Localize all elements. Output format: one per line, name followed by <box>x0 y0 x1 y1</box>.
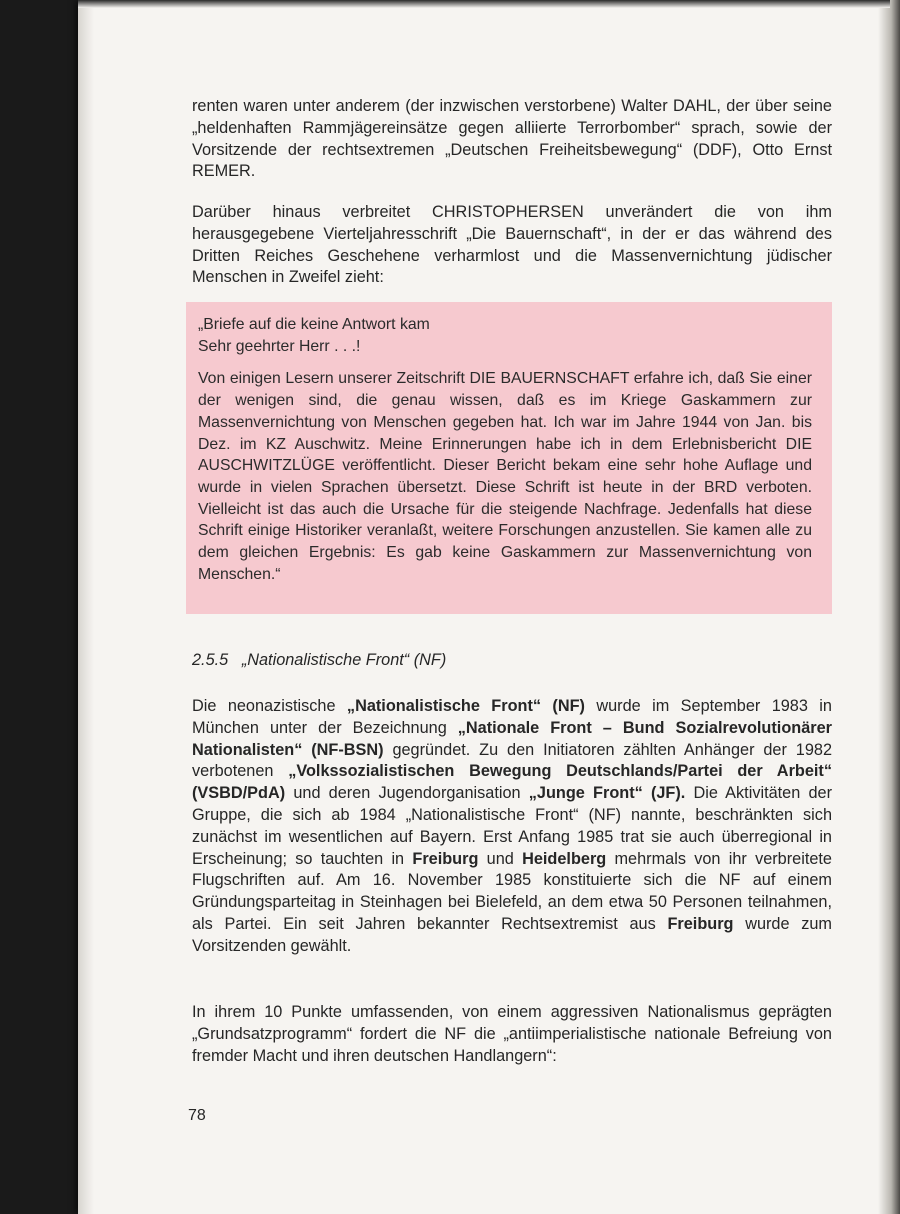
quote-text <box>198 314 812 585</box>
page-number: 78 <box>188 1107 206 1124</box>
section-title: „Nationalistische Front“ (NF) <box>241 651 447 669</box>
paragraph-3 <box>192 696 832 958</box>
p3-text: wurde zum Vorsitzenden gewählt. <box>192 914 832 955</box>
highlighted-quote-box <box>186 302 832 614</box>
quote-body: Von einigen Lesern unserer Zeitschrift DIE BAUERNSCHAFT erfahre ich, daß Sie einer der wenigen sind, die genau wissen, daß es im Kriege Gaskammern zur Massenvernichtung von Menschen gegeben hat. Ich war im Jahre 1944 von Jan. bis Dez. im KZ Auschwitz. Meine Erinnerungen habe ich in dem Erlebnisbericht DIE AUSCHWITZLÜGE veröffentlicht. Dieser Bericht bekam eine sehr hohe Auflage und wurde in vielen Sprachen übersetzt. Diese Schrift ist heute in der BRD verboten. Vielleicht ist das auch die Ursache für die steigende Nachfrage. Jedenfalls hat diese Schrift einige Historiker veranlaßt, weitere Forschungen anzustellen. Sie kamen alle zu dem gleichen Ergebnis: Es gab keine Gaskammern zur Massenvernichtung von Menschen.“ <box>198 370 812 583</box>
paragraph-2: Darüber hinaus verbreitet CHRISTOPHERSEN unverändert die von ihm herausgegebene Vierteljahresschrift „Die Bauernschaft“, in der er das während des Dritten Reiches Geschehene verharmlost und die Massenvernichtung jüdischer Menschen in Zweifel zieht: <box>192 203 832 287</box>
p3-text: wurde im September 1983 in München unter der Bezeichnung <box>192 697 832 737</box>
p3-bold-nf: „Nationalistische Front“ (NF) <box>346 697 585 715</box>
paragraph-1: renten waren unter anderem (der inzwischen verstorbene) Walter DAHL, der über seine „heldenhaften Rammjägereinsätze gegen alliierte Terrorbomber“ sprach, sowie der Vorsitzende der rechtsextremen „Deutschen Freiheitsbewegung“ (DDF), Otto Ernst REMER. <box>192 97 832 181</box>
p3-bold-jf: „Junge Front“ (JF). <box>528 784 686 803</box>
page-edge-shadow <box>878 0 900 1214</box>
p3-bold-heidelberg: Heidelberg <box>522 849 607 868</box>
p3-bold-freiburg: Freiburg <box>412 849 479 868</box>
page-top-shadow <box>78 0 890 8</box>
section-heading <box>192 650 832 672</box>
p3-bold-freiburg-2: Freiburg <box>667 914 734 933</box>
p3-bold-nf-bsn: „Nationale Front – Bund Sozialrevolutionärer Nationalisten“ (NF-BSN) <box>192 718 832 759</box>
p3-text: und <box>478 849 523 868</box>
p3-text: mehrmals von ihr verbreitete Flugschriften auf. Am 16. November 1985 konstituierte sich die NF auf einem Gründungsparteitag in Steinhagen bei Bielefeld, an dem etwa 50 Personen teilnahmen, als Partei. Ein seit Jahren bekannter Rechtsextremist aus <box>192 849 832 933</box>
p3-text: und deren Jugendorganisation <box>285 784 529 803</box>
quote-line-1: „Briefe auf die keine Antwort kam <box>198 316 430 333</box>
p3-text: Die Aktivitäten der Gruppe, die sich ab 1984 „Nationalistische Front“ (NF) nannte, beschränkten sich zunächst im wesentlichen auf Bayern. Erst Anfang 1985 trat sie auch überregional in Erscheinung; so tauchten in <box>192 784 832 868</box>
p3-bold-vsbd: „Volkssozialistischen Bewegung Deutschlands/Partei der Arbeit“ (VSBD/PdA) <box>192 762 832 803</box>
page-gutter-shadow <box>78 0 94 1214</box>
p3-text: gegründet. Zu den Initiatoren zählten Anhänger der 1982 verbotenen <box>192 740 832 781</box>
paragraph-4: In ihrem 10 Punkte umfassenden, von einem aggressiven Nationalismus geprägten „Grundsatzprogramm“ fordert die NF die „antiimperialistische nationale Befreiung von fremder Macht und ihren deutschen Handlangern“: <box>192 1003 832 1065</box>
quote-line-2: Sehr geehrter Herr . . .! <box>198 337 361 355</box>
section-number: 2.5.5 <box>192 651 229 669</box>
p3-text: Die neonazistische <box>192 697 347 715</box>
